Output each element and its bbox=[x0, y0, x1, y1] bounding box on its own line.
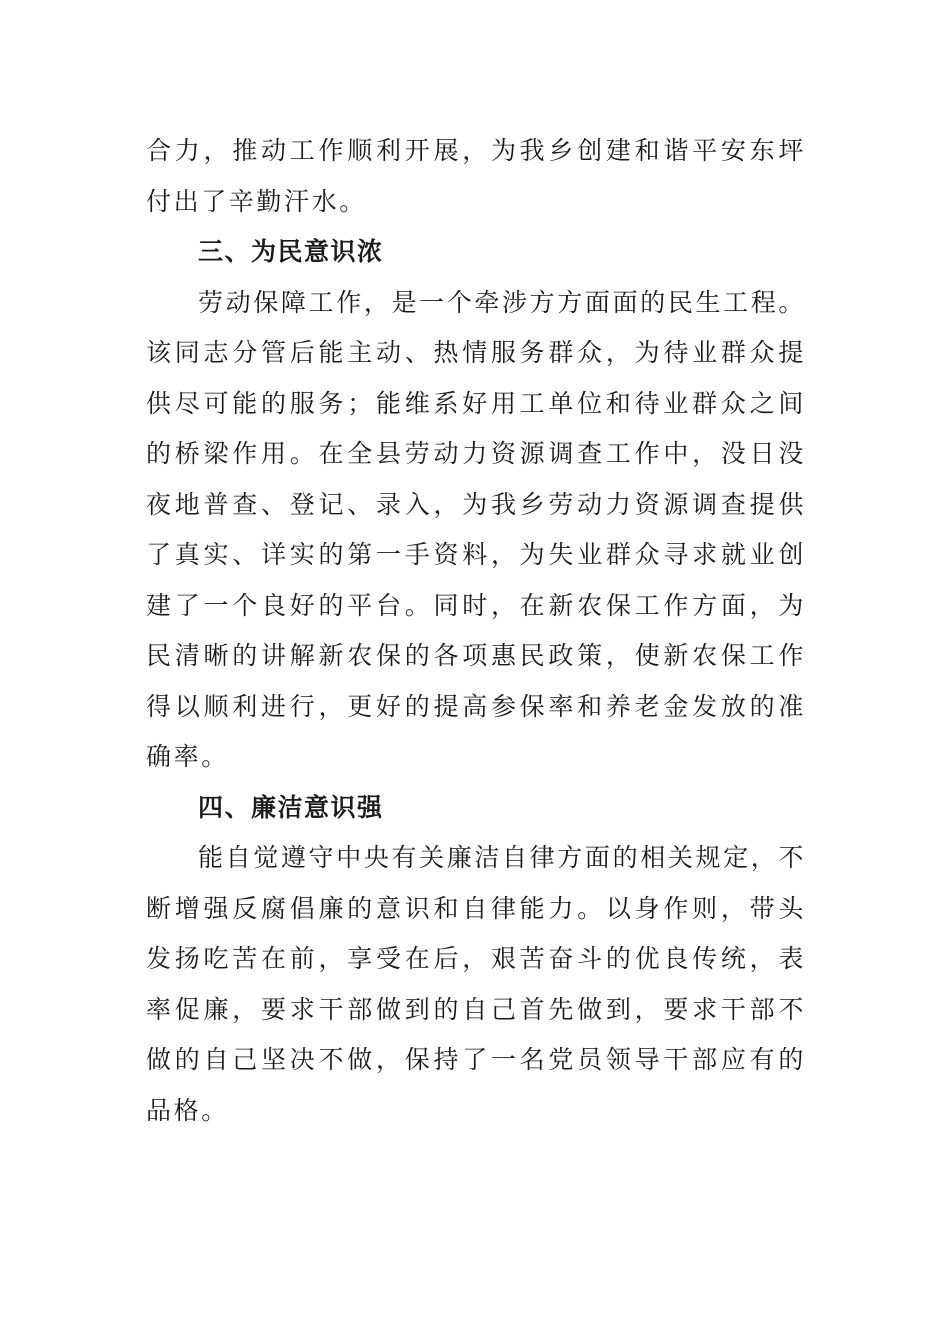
continued-paragraph: 合力，推动工作顺利开展，为我乡创建和谐平安东坪付出了辛勤汗水。 bbox=[146, 136, 806, 216]
section-body-3: 劳动保障工作，是一个牵涉方方面面的民生工程。该同志分管后能主动、热情服务群众，为待业群众提供尽可能的服务；能维系好用工单位和待业群众之间的桥梁作用。在全县劳动力资源调查工作中，没日没夜地普查、登记、录入，为我乡劳动力资源调查提供了真实、详实的第一手资料，为失业群众寻求就业创建了一个良好的平台。同时，在新农保工作方面，为民清晰的讲解新农保的各项惠民政策，使新农保工作得以顺利进行，更好的提高参保率和养老金发放的准确率。 bbox=[146, 287, 806, 771]
section-heading-3: 三、为民意识浓 bbox=[198, 237, 384, 266]
section-heading-4: 四、廉洁意识强 bbox=[198, 792, 384, 822]
document-body bbox=[146, 126, 806, 1136]
section-body-4: 能自觉遵守中央有关廉洁自律方面的相关规定，不断增强反腐倡廉的意识和自律能力。以身作则，带头发扬吃苦在前，享受在后，艰苦奋斗的优良传统，表率促廉，要求干部做到的自己首先做到，要求干部不做的自己坚决不做，保持了一名党员领导干部应有的品格。 bbox=[146, 843, 806, 1125]
